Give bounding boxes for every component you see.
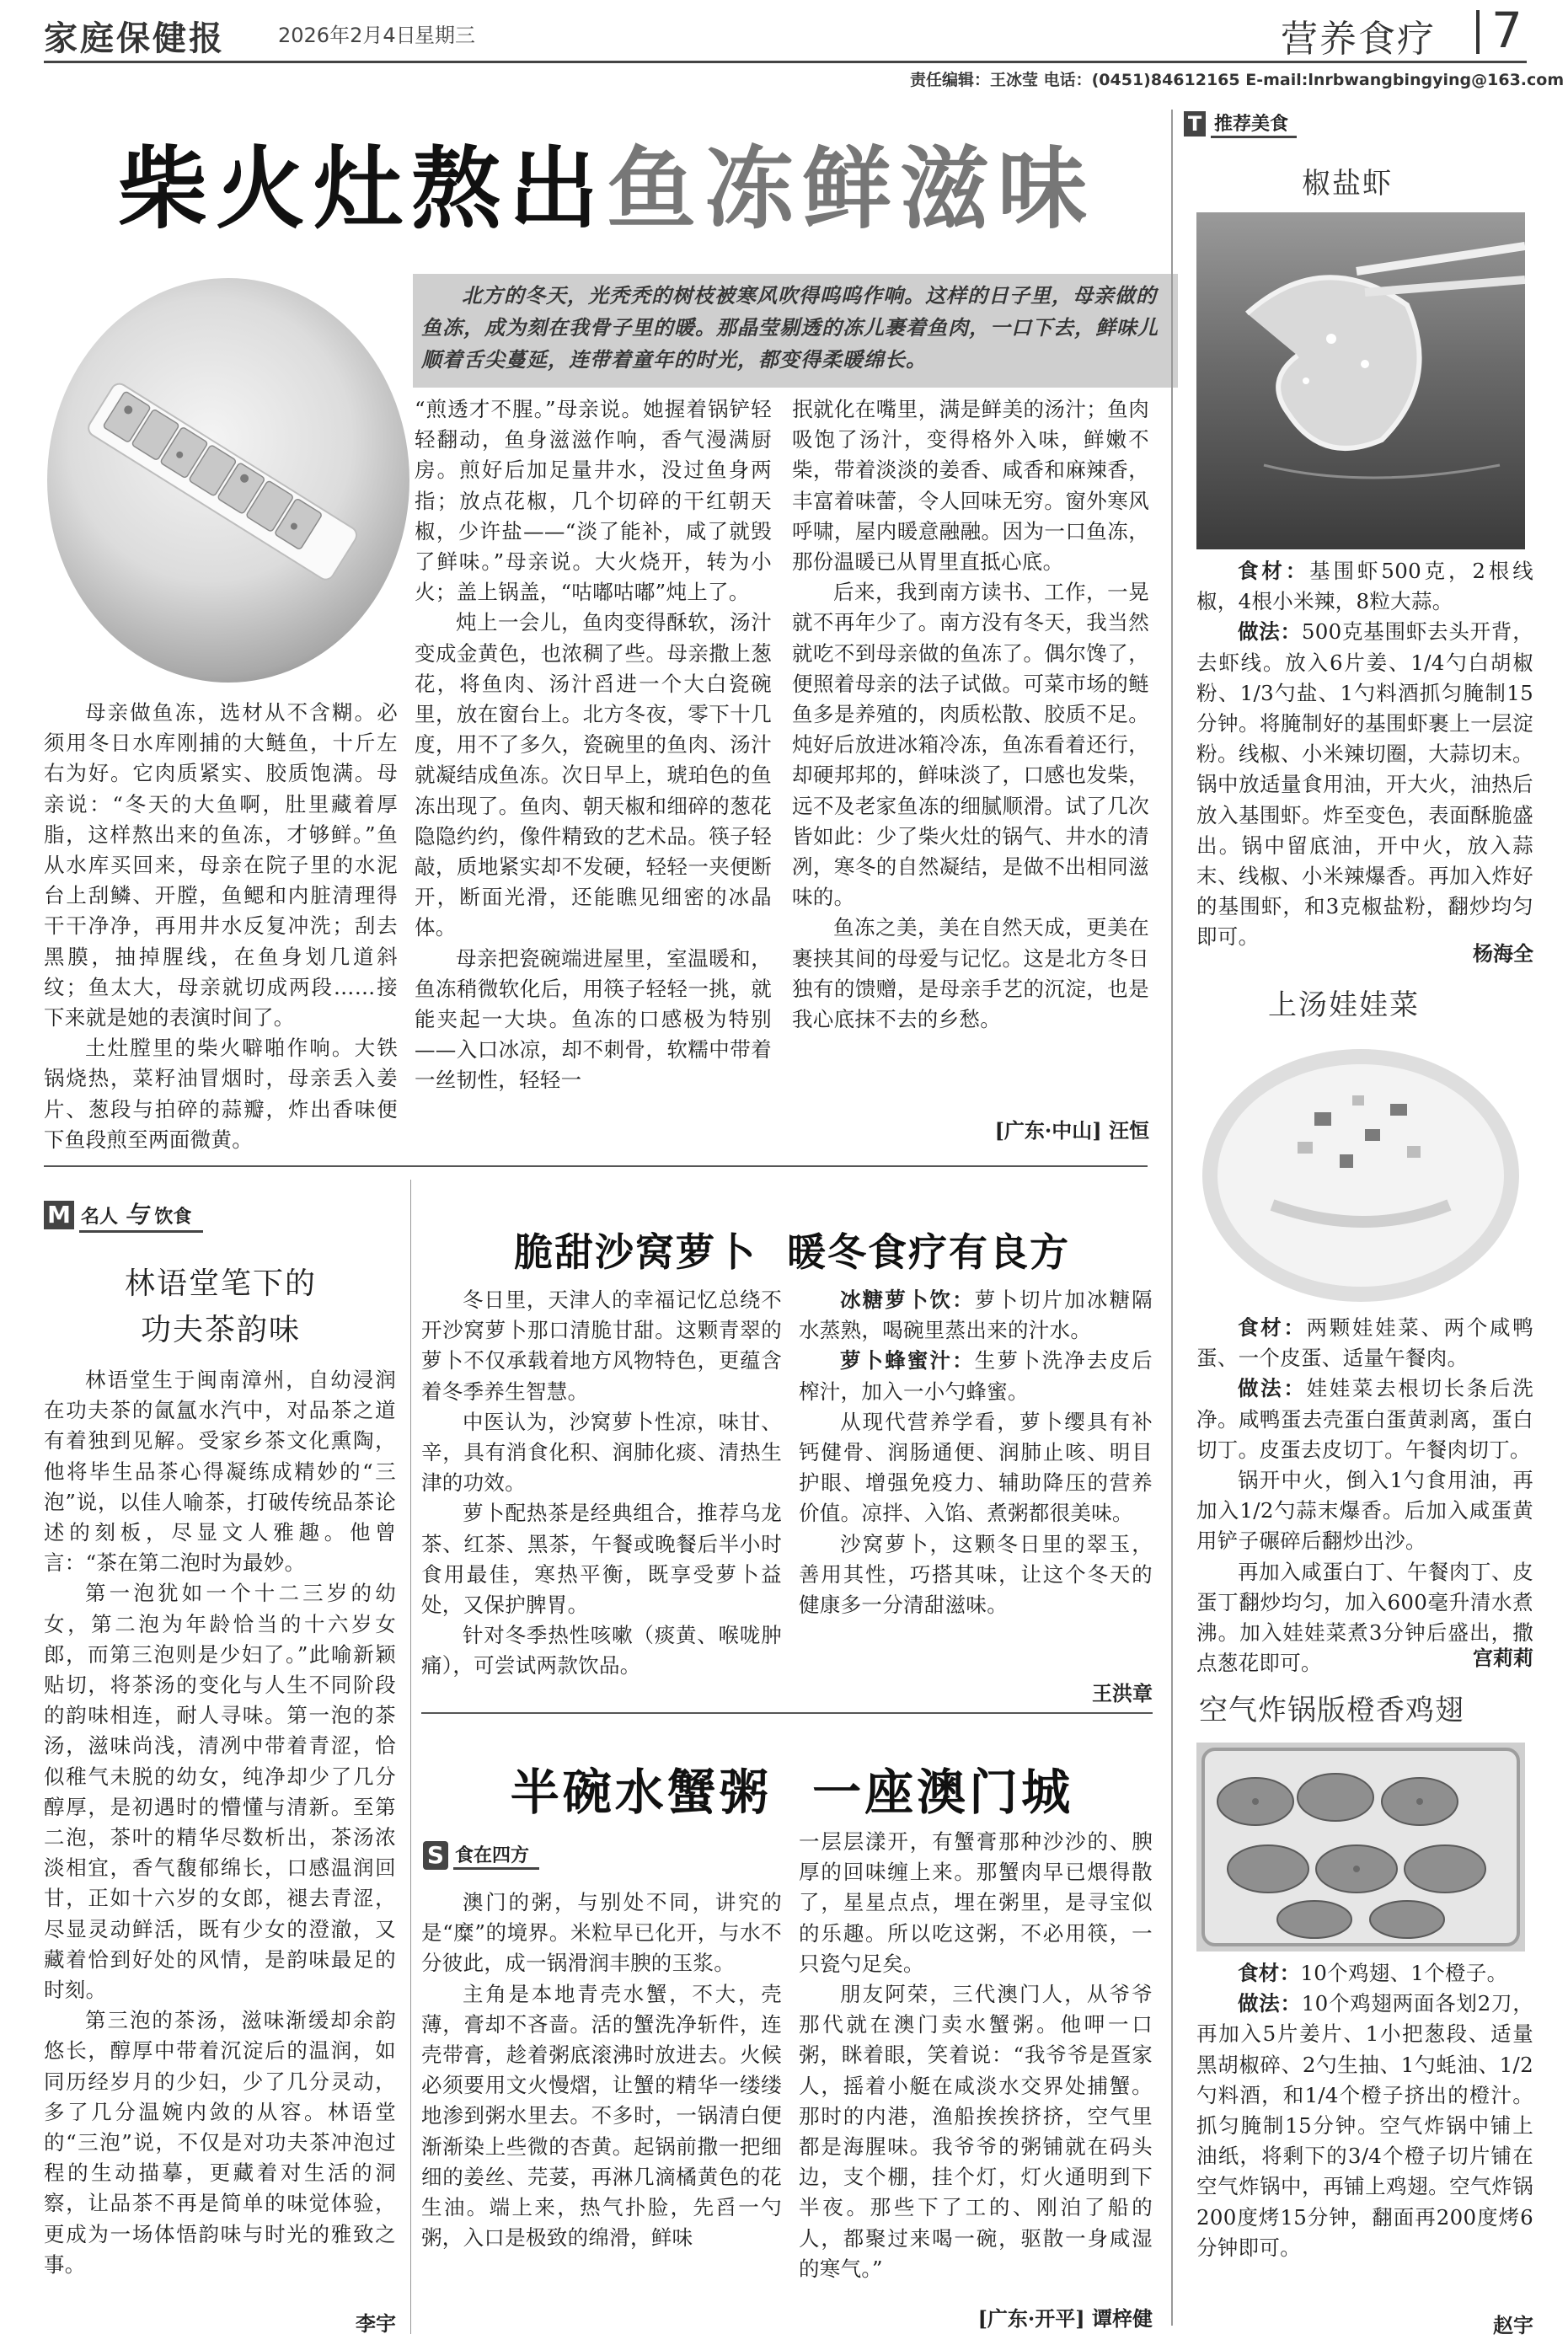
tea-divider	[410, 1180, 411, 2334]
recipe3-ingredients: 10个鸡翅、1个橙子。	[1300, 1961, 1508, 1985]
tea-title-line1: 林语堂笔下的	[124, 1266, 317, 1301]
radish-p4: 针对冬季热性咳嗽（痰黄、喉咙肿痛），可尝试两款饮品。	[421, 1623, 782, 1678]
recipe2-step3: 再加入咸蛋白丁、午餐肉丁、皮蛋丁翻炒均匀，加入600毫升清水煮沸。加入娃娃菜煮3分钟后盛出，撒点葱花即可。	[1196, 1559, 1533, 1676]
recipe3-method: 10个鸡翅两面各划2刀，再加入5片姜片、1小把葱段、适量黑胡椒碎、2勺生抽、1勺蚝油、1/2勺料酒，和1/4个橙子挤出的橙汁。抓匀腌制15分钟。空气炸锅中铺上油纸，将剩下的3/4个橙子切片铺在空气炸锅中，再铺上鸡翅。空气炸锅200度烤15分钟，翻面再200度烤6分钟即可。	[1196, 1991, 1533, 2260]
recipe2-author: 宫莉莉	[1473, 1646, 1533, 1670]
sidebar-divider	[1171, 110, 1173, 2326]
page-number: 7	[1491, 2, 1523, 59]
congee-p4: 朋友阿荣，三代澳门人，从爷爷那代就在澳门卖水蟹粥。他呷一口粥，眯着眼，笑着说：“我爷爷是疍家人，摇着小艇在咸淡水交界处捕蟹。那时的内港，渔船挨挨挤挤，空气里都是海腥味。我爷爷的粥铺就在码头边，支个棚，挂个灯，灯火通明到下半夜。那些下了工的、刚泊了船的人，都聚过来喝一碗，驱散一身咸湿的寒气。”	[799, 1982, 1153, 2281]
header-divider	[1476, 10, 1480, 54]
recipe2-method: 娃娃菜去根切长条后洗净。咸鸭蛋去壳蛋白蛋黄剥离，蛋白切丁。皮蛋去皮切丁。午餐肉切丁。	[1196, 1376, 1534, 1462]
recipe1-author: 杨海全	[1473, 941, 1533, 966]
lead-column-1	[44, 698, 398, 1155]
congee-author: [广东·开平] 谭梓健	[977, 2306, 1153, 2331]
recipe2-ing-label: 食材：	[1238, 1315, 1307, 1340]
recipe1-method: 500克基围虾去头开背，去虾线。放入6片姜、1/4勺白胡椒粉、1/3勺盐、1勺料酒抓匀腌制15分钟。将腌制好的基围虾裹上一层淀粉。线椒、小米辣切圈，大蒜切末。锅中放适量食用油，开大火，油热后放入基围虾。炸至变色，表面酥脆盛出。锅中留底油，开中火，放入蒜末、线椒、小米辣爆香。再加入炸好的基围虾，和3克椒盐粉，翻炒均匀即可。	[1196, 619, 1533, 950]
lead-headline	[118, 118, 1095, 246]
celebrity-tag-letter: M	[44, 1201, 74, 1229]
recipe1-ingredients: 基围虾500克，2根线椒，4根小米辣，8粒大蒜。	[1196, 559, 1533, 614]
radish-left-col	[421, 1285, 782, 1682]
radish-author: 王洪章	[1092, 1681, 1153, 1705]
recipe2-ingredients: 两颗娃娃菜、两个咸鸭蛋、一个皮蛋、适量午餐肉。	[1196, 1315, 1534, 1371]
recipe1-text	[1196, 556, 1533, 953]
recommend-tag-text: 推荐美食	[1211, 110, 1297, 138]
section-name: 营养食疗	[1281, 18, 1436, 61]
tea-title-line2: 功夫茶韵味	[140, 1313, 301, 1347]
recipe1-title: 椒盐虾	[1302, 167, 1393, 201]
radish-p3: 萝卜配热茶是经典组合，推荐乌龙茶、红茶、黑茶，午餐或晚餐后半小时食用最佳，寒热平衡，既享受萝卜益处，又保护脾胃。	[421, 1501, 782, 1618]
lead-col3-p2: 后来，我到南方读书、工作，一晃就不再年少了。南方没有冬天，我当然就吃不到母亲做的鱼冻了。偶尔馋了，便照着母亲的法子试做。可菜市场的鲢鱼多是养殖的，肉质松散、胶质不足。炖好后放进冰箱冷冻，鱼冻看着还行，却硬邦邦的，鲜味淡了，口感也发柴，远不及老家鱼冻的细腻顺滑。试了几次皆如此：少了柴火灶的锅气、井水的清冽，寒冬的自然凝结，是做不出相同滋味的。	[792, 580, 1149, 910]
radish-headline: 脆甜沙窝萝卜 暖冬食疗有良方	[513, 1229, 1071, 1275]
recipe3-method-label: 做法：	[1238, 1991, 1302, 2016]
lead-headline-part2: 鱼冻鲜滋味	[607, 137, 1095, 241]
recommend-tag	[1184, 110, 1297, 138]
lead-bottom-rule	[44, 1165, 1148, 1167]
food-travel-tag-letter: S	[423, 1841, 448, 1870]
tea-p2: 第一泡犹如一个十二三岁的幼女，第二泡为年龄恰当的十六岁女郎，而第三泡则是少妇了。”此喻新颖贴切，将茶汤的变化与人生不同阶段的韵味相连，耐人寻味。第一泡的茶汤，滋味尚浅，清冽中带着青涩，恰似稚气未脱的幼女，纯净却少了几分醇厚，是初遇时的懵懂与清新。至第二泡，茶叶的精华尽数析出，茶汤浓淡相宜，香气馥郁绵长，口感温润回甘，正如十六岁的女郎，褪去青涩，尽显灵动鲜活，既有少女的澄澈，又藏着恰到好处的风情，是韵味最足的时刻。	[44, 1581, 396, 2003]
tea-p1: 林语堂生于闽南漳州，自幼浸润在功夫茶的氤氲水汽中，对品茶之道有着独到见解。受家乡茶文化熏陶，他将毕生品茶心得凝练成精妙的“三泡”说，以佳人喻茶，打破传统品茶论述的刻板，尽显文人雅趣。他曾言：“茶在第二泡时为最妙。	[44, 1368, 396, 1576]
radish-p1: 冬日里，天津人的幸福记忆总绕不开沙窝萝卜那口清脆甘甜。这颗青翠的萝卜不仅承载着地方风物特色，更蕴含着冬季养生智慧。	[421, 1288, 782, 1404]
lead-col2-p2: 炖上一会儿，鱼肉变得酥软，汤汁变成金黄色，也浓稠了些。母亲撒上葱花，将鱼肉、汤汁舀进一个大白瓷碗里，放在窗台上。北方冬夜，零下十几度，用不了多久，瓷碗里的鱼肉、汤汁就凝结成鱼冻。次日早上，琥珀色的鱼冻出现了。鱼肉、朝天椒和细碎的葱花隐隐约约，像件精致的艺术品。筷子轻敲，质地紧实却不发硬，轻轻一夹便断开，断面光滑，还能瞧见细密的冰晶体。	[415, 610, 772, 940]
recipe3-text	[1196, 1958, 1533, 2263]
congee-p1: 澳门的粥，与别处不同，讲究的是“糜”的境界。米粒早已化开，与水不分彼此，成一锅滑润丰腴的玉浆。	[421, 1890, 782, 1976]
recipe3-ing-label: 食材：	[1238, 1961, 1301, 1985]
issue-date: 2026年2月4日	[278, 24, 416, 47]
congee-article	[421, 1719, 1163, 2334]
celebrity-tag-b: 与	[124, 1201, 148, 1229]
recipe3-title: 空气炸锅版橙香鸡翅	[1199, 1694, 1464, 1727]
congee-left-col	[421, 1887, 782, 2253]
congee-p2: 主角是本地青壳水蟹，不大，壳薄，膏却不吝啬。活的蟹洗净斩件，连壳带膏，趁着粥底滚沸时放进去。火候必须要用文火慢熠，让蟹的精华一缕缕地渗到粥水里去。不多时，一锅清白便渐渐染上些微的杏黄。起锅前撒一把细细的姜丝、芫荽，再淋几滴橘黄色的花生油。端上来，热气扑脸，先舀一勺粥，入口是极致的绵滑，鲜味	[421, 1981, 782, 2251]
masthead-rule	[44, 61, 1527, 63]
drink2-text: 生萝卜洗净去皮后榨汁，加入一小勺蜂蜜。	[799, 1348, 1153, 1404]
lead-column-2	[415, 394, 772, 1096]
lead-col1-p2: 土灶膛里的柴火噼啪作响。大铁锅烧热，菜籽油冒烟时，母亲丢入姜片、葱段与拍碎的蒜瓣，炸出香味便下鱼段煎至两面微黄。	[44, 1036, 398, 1152]
radish-bottom-rule	[421, 1712, 1153, 1714]
celebrity-tag-c: 饮食	[154, 1207, 192, 1228]
tea-p3: 第三泡的茶汤，滋味渐缓却余韵悠长，醇厚中带着沉淀后的温润，如同历经岁月的少妇，少了几分灵动，多了几分温婉内敛的从容。林语堂的“三泡”说，不仅是对功夫茶冲泡过程的生动描摹，更藏着对生活的洞察，让品茶不再是简单的味觉体验，更成为一场体悟韵味与时光的雅致之事。	[44, 2008, 396, 2277]
recipe2-title: 上汤娃娃菜	[1268, 988, 1420, 1022]
radish-article	[421, 1188, 1163, 1711]
recipe3-author: 赵宇	[1493, 2313, 1533, 2337]
lead-headline-part1: 柴火灶熬出	[118, 136, 607, 241]
drink1-text: 萝卜切片加冰糖隔水蒸熟，喝碗里蒸出来的汁水。	[799, 1288, 1153, 1343]
fish-jelly-photo	[47, 278, 409, 683]
drink2-label: 萝卜蜂蜜汁：	[840, 1348, 975, 1373]
salt-pepper-shrimp-photo	[1196, 212, 1525, 549]
lead-col3-p3: 鱼冻之美，美在自然天成，更美在裹挟其间的母爱与记忆。这是北方冬日独有的馈赠，是母亲手艺的沉淀，也是我心底抹不去的乡愁。	[792, 915, 1149, 1032]
drink1-label: 冰糖萝卜饮：	[840, 1288, 975, 1312]
lead-col3-p1: 抿就化在嘴里，满是鲜美的汤汁；鱼肉吸饱了汤汁，变得格外入味，鲜嫩不柴，带着淡淡的姜香、咸香和麻辣香，丰富着味蕾，令人回味无穷。窗外寒风呼啸，屋内暖意融融。因为一口鱼冻，那份温暖已从胃里直抵心底。	[792, 397, 1149, 575]
lead-article	[0, 93, 1180, 1180]
issue-weekday: 星期三	[415, 24, 475, 47]
lead-col1-p1: 母亲做鱼冻，选材从不含糊。必须用冬日水库刚捕的大鲢鱼，十斤左右为好。它肉质紧实、胶质饱满。母亲说：“冬天的大鱼啊，肚里藏着厚脂，这样熬出来的鱼冻，才够鲜。”鱼从水库买回来，母亲在院子里的水泥台上刮鳞、开膛，鱼鳃和内脏清理得干干净净，再用井水反复冲洗；刮去黑膜，抽掉腥线，在鱼身划几道斜纹；鱼太大，母亲就切成两段……接下来就是她的表演时间了。	[44, 700, 398, 1031]
sidebar	[1184, 84, 1546, 2337]
masthead	[0, 0, 1568, 89]
celebrity-tag-a: 名人	[81, 1207, 119, 1228]
recipe2-step2: 锅开中火，倒入1勺食用油，再加入1/2勺蒜末爆香。后加入咸蛋黄用铲子碾碎后翻炒出沙。	[1196, 1468, 1533, 1554]
radish-p6: 沙窝萝卜，这颗冬日里的翠玉，善用其性，巧搭其味，让这个冬天的健康多一分清甜滋味。	[799, 1531, 1153, 1618]
tea-author: 李宇	[356, 2311, 396, 2336]
food-travel-tag	[423, 1841, 539, 1870]
lead-col2-p1: “煎透才不腥。”母亲说。她握着锅铲轻轻翻动，鱼身滋滋作响，香气漫满厨房。煎好后加足量井水，没过鱼身两指；放点花椒，几个切碎的干红朝天椒，少许盐——“淡了能补，咸了就毁了鲜味。”母亲说。大火烧开，转为小火；盖上锅盖，“咕嘟咕嘟”炖上了。	[415, 397, 772, 605]
radish-right-col	[799, 1285, 1153, 1620]
recipe2-method-label: 做法：	[1238, 1376, 1307, 1401]
editor-line: 责任编辑：王冰莹 电话：(0451)84612165 E-mail:lnrbwangbingying@163.com	[910, 71, 1565, 89]
celebrity-tag-text	[79, 1197, 203, 1233]
baby-cabbage-soup-photo	[1196, 1036, 1525, 1306]
recommend-tag-letter: T	[1184, 111, 1206, 137]
lead-author: [广东·中山] 汪恒	[994, 1118, 1149, 1143]
congee-right-col	[799, 1827, 1153, 2284]
orange-chicken-wings-photo	[1196, 1743, 1525, 1951]
food-travel-tag-text: 食在四方	[453, 1841, 539, 1870]
radish-p5: 从现代营养学看，萝卜缨具有补钙健骨、润肠通便、润肺止咳、明目护眼、增强免疫力、辅助降压的营养价值。凉拌、入馅、煮粥都很美味。	[799, 1409, 1153, 1526]
lead-column-3	[792, 394, 1149, 1035]
congee-p3: 一层层漾开，有蟹膏那种沙沙的、腴厚的回味缠上来。那蟹肉早已煨得散了，星星点点，埋在粥里，是寻宝似的乐趣。所以吃这粥，不必用筷，一只瓷勺足矣。	[799, 1829, 1153, 1976]
radish-p2: 中医认为，沙窝萝卜性凉，味甘、辛，具有消食化积、润肺化痰、清热生津的功效。	[421, 1409, 782, 1496]
lead-col2-p3: 母亲把瓷碗端进屋里，室温暖和，鱼冻稍微软化后，用筷子轻轻一挑，就能夹起一大块。鱼冻的口感极为特别——入口冰凉，却不刺骨，软糯中带着一丝韧性，轻轻一	[415, 945, 772, 1093]
tea-body	[44, 1365, 396, 2280]
celebrity-food-tag	[44, 1197, 203, 1233]
recipe1-ing-label: 食材：	[1238, 559, 1310, 583]
congee-headline: 半碗水蟹粥 一座澳门城	[510, 1764, 1074, 1821]
tea-article	[44, 1197, 398, 2334]
lead-intro: 北方的冬天，光秃秃的树枝被寒风吹得呜呜作响。这样的日子里，母亲做的鱼冻，成为刻在我骨子里的暖。那晶莹剔透的冻儿裹着鱼肉，一口下去，鲜味儿顺着舌尖蔓延，连带着童年的时光，都变得柔暖绵长。	[421, 284, 1159, 372]
recipe2-text	[1196, 1313, 1533, 1678]
recipe1-method-label: 做法：	[1238, 619, 1302, 645]
paper-name: 家庭保健报	[44, 19, 225, 58]
